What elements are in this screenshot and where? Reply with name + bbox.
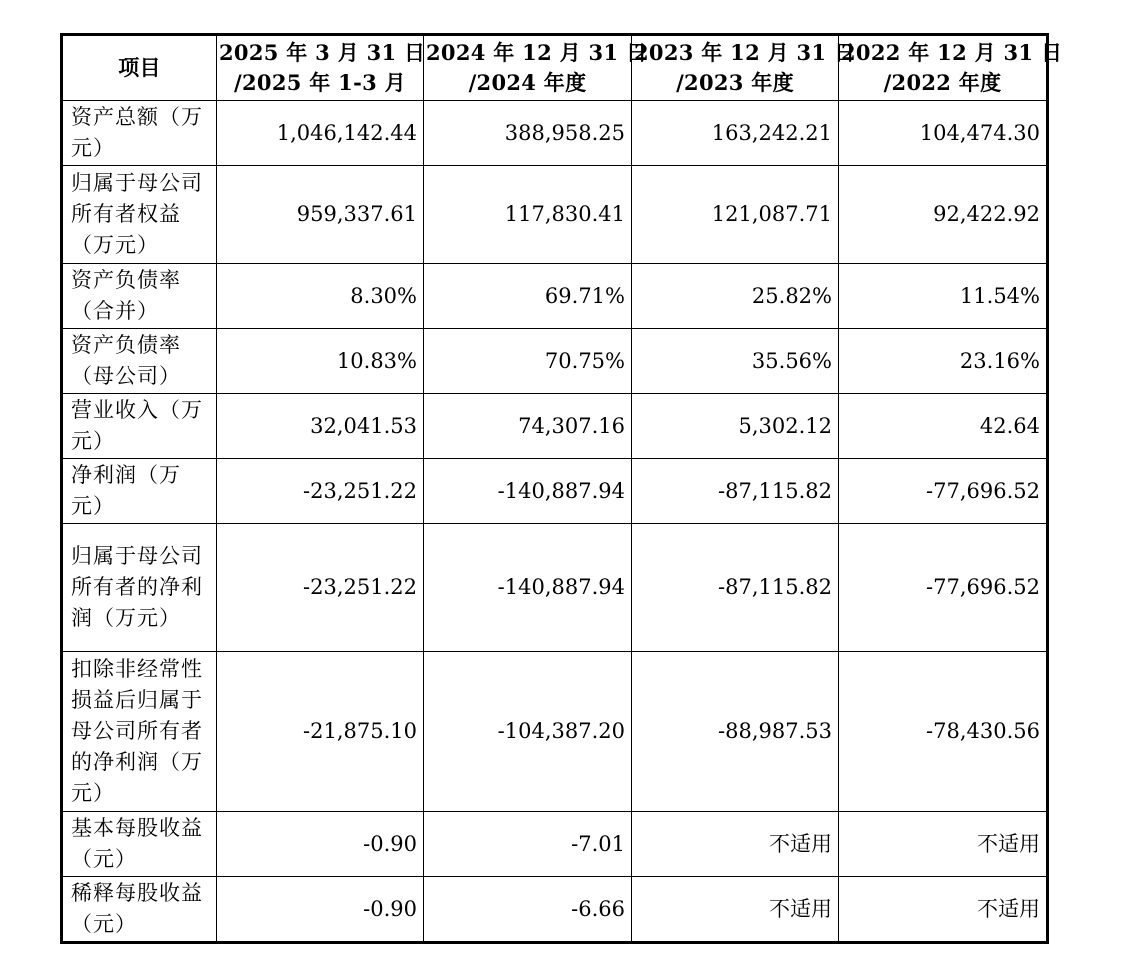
table-cell: -23,251.22 (217, 524, 424, 652)
header-2023: 2023 年 12 月 31 日 /2023 年度 (632, 35, 839, 101)
table-cell: -23,251.22 (217, 459, 424, 524)
table-cell: 23.16% (839, 329, 1048, 394)
table-row (62, 394, 1048, 459)
table-cell: 74,307.16 (424, 394, 632, 459)
table-cell: 121,087.71 (632, 166, 839, 264)
table-cell: 不适用 (839, 812, 1048, 877)
table-cell: 104,474.30 (839, 101, 1048, 166)
table-cell: -6.66 (424, 877, 632, 943)
table-cell: 5,302.12 (632, 394, 839, 459)
row-label-basic-eps: 基本每股收益（元） (62, 812, 217, 877)
table-cell: 69.71% (424, 264, 632, 329)
header-2024: 2024 年 12 月 31 日 /2024 年度 (424, 35, 632, 101)
row-label-adjusted-net-profit: 扣除非经常性损益后归属于母公司所有者的净利润（万元） (62, 652, 217, 812)
table-row (62, 166, 1048, 264)
row-label-revenue: 营业收入（万元） (62, 394, 217, 459)
table-cell: -88,987.53 (632, 652, 839, 812)
table-cell: 117,830.41 (424, 166, 632, 264)
table-cell: -104,387.20 (424, 652, 632, 812)
header-item: 项目 (62, 35, 217, 101)
table-row (62, 459, 1048, 524)
table-row (62, 652, 1048, 812)
table-cell: -87,115.82 (632, 524, 839, 652)
table-cell: -140,887.94 (424, 524, 632, 652)
header-2025q1: 2025 年 3 月 31 日 /2025 年 1-3 月 (217, 35, 424, 101)
table-cell: -78,430.56 (839, 652, 1048, 812)
table-cell: 8.30% (217, 264, 424, 329)
table-cell: 25.82% (632, 264, 839, 329)
table-cell: -140,887.94 (424, 459, 632, 524)
table-cell: 388,958.25 (424, 101, 632, 166)
table-row (62, 524, 1048, 652)
table-cell: -7.01 (424, 812, 632, 877)
row-label-parent-equity: 归属于母公司所有者权益（万元） (62, 166, 217, 264)
table-cell: 10.83% (217, 329, 424, 394)
table-cell: -21,875.10 (217, 652, 424, 812)
table-cell: 42.64 (839, 394, 1048, 459)
table-row (62, 101, 1048, 166)
table-cell: 92,422.92 (839, 166, 1048, 264)
table-cell: 不适用 (839, 877, 1048, 943)
table-cell: 35.56% (632, 329, 839, 394)
table-row (62, 329, 1048, 394)
row-label-net-profit: 净利润（万元） (62, 459, 217, 524)
table-row (62, 264, 1048, 329)
financial-summary-table (60, 33, 1063, 944)
table-cell: -0.90 (217, 877, 424, 943)
table-cell: 11.54% (839, 264, 1048, 329)
table-cell: 959,337.61 (217, 166, 424, 264)
row-label-debt-ratio-consolidated: 资产负债率（合并） (62, 264, 217, 329)
table-cell: -77,696.52 (839, 524, 1048, 652)
row-label-parent-net-profit: 归属于母公司所有者的净利润（万元） (62, 524, 217, 652)
table-row (62, 812, 1048, 877)
header-2022: 2022 年 12 月 31 日 /2022 年度 (839, 35, 1048, 101)
row-label-debt-ratio-parent: 资产负债率（母公司） (62, 329, 217, 394)
table-cell: 163,242.21 (632, 101, 839, 166)
table-cell: 不适用 (632, 812, 839, 877)
row-label-diluted-eps: 稀释每股收益（元） (62, 877, 217, 943)
table-cell: 1,046,142.44 (217, 101, 424, 166)
table-cell: -87,115.82 (632, 459, 839, 524)
table-cell: 70.75% (424, 329, 632, 394)
header-row (62, 35, 1048, 101)
table-row (62, 877, 1048, 943)
table-cell: 不适用 (632, 877, 839, 943)
row-label-total-assets: 资产总额（万元） (62, 101, 217, 166)
table-cell: -77,696.52 (839, 459, 1048, 524)
table-cell: 32,041.53 (217, 394, 424, 459)
table-cell: -0.90 (217, 812, 424, 877)
